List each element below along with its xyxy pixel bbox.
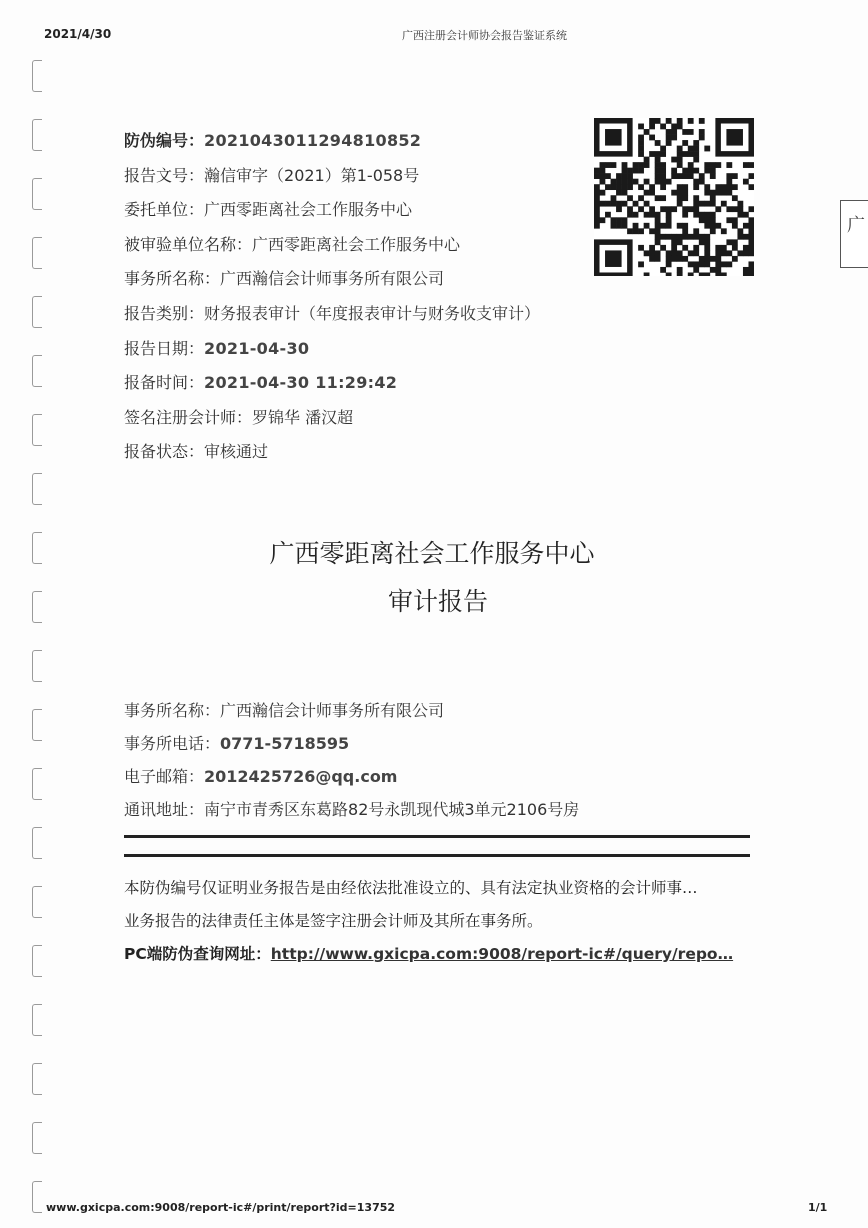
binding-hole xyxy=(32,414,42,446)
filed-time-row: 报备时间：2021-04-30 11:29:42 xyxy=(124,373,398,393)
binding-hole xyxy=(32,296,42,328)
pc-query-link[interactable]: http://www.gxicpa.com:9008/report-ic#/query/repo… xyxy=(270,945,734,963)
binding-hole xyxy=(32,768,42,800)
binding-hole xyxy=(32,473,42,505)
pc-query-row: PC端防伪查询网址：http://www.gxicpa.com:9008/report-ic#/query/repo… xyxy=(124,945,734,963)
report-date: 2021-04-30 xyxy=(204,338,310,358)
report-info xyxy=(124,124,540,470)
audited-row: 被审验单位名称：广西零距离社会工作服务中心 xyxy=(124,234,461,254)
firm-info xyxy=(124,694,579,826)
binding-hole xyxy=(32,178,42,210)
doc-no: 瀚信审字（2021）第1-058号 xyxy=(204,165,420,185)
notice-line-1: 本防伪编号仅证明业务报告是由经依法批准设立的、具有法定执业资格的会计师事… xyxy=(124,879,698,897)
binding-hole xyxy=(32,60,42,92)
side-tab: 广 xyxy=(840,200,868,268)
binding-hole xyxy=(32,355,42,387)
firm-email: 2012425726@qq.com xyxy=(204,767,398,786)
divider-top xyxy=(124,835,750,838)
doc-no-row: 报告文号：瀚信审字（2021）第1-058号 xyxy=(124,165,420,185)
notice xyxy=(124,872,750,971)
document-subtitle: 审计报告 xyxy=(387,587,488,616)
footer-page: 1/1 xyxy=(808,1201,828,1214)
firm-phone-row: 事务所电话：0771-5718595 xyxy=(124,734,350,753)
firm-row: 事务所名称：广西瀚信会计师事务所有限公司 xyxy=(124,269,445,289)
firm-address-row: 通讯地址：南宁市青秀区东葛路82号永凯现代城3单元2106号房 xyxy=(124,800,580,819)
header-date: 2021/4/30 xyxy=(44,27,112,41)
status: 审核通过 xyxy=(204,442,269,462)
firm-info-name: 广西瀚信会计师事务所有限公司 xyxy=(220,701,445,720)
cpa-row: 签名注册会计师：罗锦华 潘汉超 xyxy=(124,407,354,427)
binding-hole xyxy=(32,886,42,918)
binding-hole xyxy=(32,945,42,977)
client: 广西零距离社会工作服务中心 xyxy=(204,200,413,220)
binding-hole xyxy=(32,237,42,269)
binding-hole xyxy=(32,709,42,741)
binding-hole xyxy=(32,1122,42,1154)
binding-hole xyxy=(32,119,42,151)
binding-hole xyxy=(32,1181,42,1213)
binding-hole xyxy=(32,827,42,859)
divider-bottom xyxy=(124,854,750,857)
binding-hole xyxy=(32,1063,42,1095)
binding-hole xyxy=(32,1004,42,1036)
audited-unit: 广西零距离社会工作服务中心 xyxy=(252,234,461,254)
binding-hole xyxy=(32,650,42,682)
status-row: 报备状态：审核通过 xyxy=(124,442,269,462)
footer-url: www.gxicpa.com:9008/report-ic#/print/report?id=13752 xyxy=(46,1201,396,1214)
firm-name-row: 事务所名称：广西瀚信会计师事务所有限公司 xyxy=(124,701,445,720)
cpa-names: 罗锦华 潘汉超 xyxy=(252,407,354,427)
firm-email-row: 电子邮箱：2012425726@qq.com xyxy=(124,767,398,786)
firm-phone: 0771-5718595 xyxy=(220,734,350,753)
notice-line-2: 业务报告的法律责任主体是签字注册会计师及其所在事务所。 xyxy=(124,912,543,930)
firm-address: 南宁市青秀区东葛路82号永凯现代城3单元2106号房 xyxy=(204,800,580,819)
anti-fake-row: 防伪编号：2021043011294810852 xyxy=(124,131,422,150)
firm-name: 广西瀚信会计师事务所有限公司 xyxy=(220,269,445,289)
client-row: 委托单位：广西零距离社会工作服务中心 xyxy=(124,200,413,220)
header-system-title: 广西注册会计师协会报告鉴证系统 xyxy=(402,29,567,42)
report-type: 财务报表审计（年度报表审计与财务收支审计） xyxy=(204,303,541,323)
filed-time: 2021-04-30 11:29:42 xyxy=(204,373,398,393)
document-title: 广西零距离社会工作服务中心 xyxy=(269,539,595,568)
date-row: 报告日期：2021-04-30 xyxy=(124,338,310,358)
anti-fake-number: 2021043011294810852 xyxy=(204,131,422,150)
qr-code-icon xyxy=(594,118,754,276)
type-row: 报告类别：财务报表审计（年度报表审计与财务收支审计） xyxy=(124,303,541,323)
